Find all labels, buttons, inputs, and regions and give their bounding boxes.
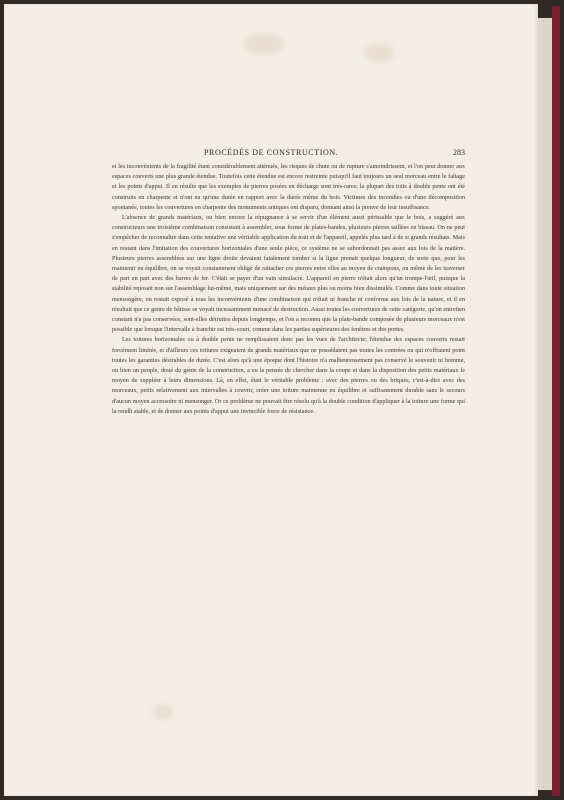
paper-stain bbox=[154, 704, 172, 720]
paper-stain bbox=[244, 34, 284, 54]
paper-stain bbox=[364, 44, 394, 62]
running-title: PROCÉDÉS DE CONSTRUCTION. bbox=[204, 148, 339, 157]
page-edges bbox=[538, 18, 552, 790]
paragraph: Les toitures horizontales ou à double pente ne remplissaient donc pas les vues de l'architecte; l'étendue des espaces couverts restait forcément limitée, et d'ailleurs ces toitures exigeaient de grands matériaux que ne possédaient pas toutes les contrées ou qui n'offraient point toutes les garanties désirables de durée. C'est alors qu'à une époque dont l'histoire n'a malheureusement pas conservé le souvenir ni homme, ou bien un peuple, doué du génie de la construction, a eu la pensée de chercher dans la coupe et dans la disposition des petits matériaux le moyen de suppléer à leurs dimensions. Là, en effet, était le véritable problème : avec des pierres ou des briques, c'est-à-dire avec des morceaux, petits relativement aux intervalles à couvrir, créer une toiture maintenue en équilibre et suffisamment durable sans le secours d'aucun moyen accessoire ni mensonger. Or ce problème ne pouvait être résolu qu'à la double condition d'appliquer à la toiture une forme qui la rendît stable, et de donner aux points d'appui une invincible force de résistance. bbox=[112, 336, 465, 415]
book-binding bbox=[552, 6, 560, 796]
running-header bbox=[112, 148, 465, 160]
paragraph: et les inconvénients de la fragilité étant considérablement atténués, les risques de chute ou de rupture s'amoindrissent, et l'on peut donner aux espaces couverts une plus grande étendue. Toutefois cette étendue est encore restreinte puisqu'il faut toujours un seul morceau entre le faîtage et les points d'appui. Il en résulte que les exemples de pierres posées en décharge sont très-rares; la plupart des toits à double pente ont été construits en charpente et n'ont eu qu'une durée en rapport avec la durée même du bois. Victimes des incendies ou d'une décomposition spontanée, toutes les couvertures en charpente des monuments antiques ont disparu, donnant ainsi la preuve de leur insuffisance. bbox=[112, 163, 465, 211]
page-sheet bbox=[4, 4, 538, 796]
body-text bbox=[112, 162, 465, 417]
paragraph: L'absence de grands matériaux, ou bien encore la répugnance à se servir d'un élément aussi périssable que le bois, a suggéré aux constructeurs une troisième combinaison consistant à assembler, sous forme de plates-bandes, plusieurs pierres taillées en biseau. On ne peut s'empêcher de reconnaître dans cette tentative une véritable application du trait et de l'appareil, appelés plus tard à de si grands résultats. Mais en restant dans l'imitation des couvertures horizontales d'une seule pièce, ce système ne se subordonnait pas assez aux lois de la matière. Plusieurs pierres assemblées sur une ligne droite devaient fatalement tomber si la ligne prenait quelque longueur, de sorte que, pour les maintenir en équilibre, on se voyait constamment obligé de rattacher ces pierres entre elles au moyen de crampons, ou même de les traverser de part en part avec des barres de fer. C'était se payer d'un vain simulacre. L'appareil en pierre n'était alors qu'un trompe-l'œil, puisque la stabilité reposait non sur l'assemblage lui-même, mais uniquement sur des métaux plus ou moins bien dissimulés. Comme dans toute situation mensongère, on restait exposé à tous les inconvénients d'une combinaison qui n'était ni franche ni conforme aux lois de la nature, et il en résultait que ce genre de bâtisse se voyait incessamment menacé de destruction. Aussi toutes les couvertures de cette catégorie, qu'on entretien constant n'a pas conservées, sont-elles détruites depuis longtemps, et l'on a reconnu que la plate-bande composée de plusieurs morceaux n'est possible que lorsque l'intervalle à franchir est très-court, comme dans les parties supérieures des fenêtres et des portes. bbox=[112, 214, 465, 334]
page-number: 283 bbox=[453, 148, 465, 157]
